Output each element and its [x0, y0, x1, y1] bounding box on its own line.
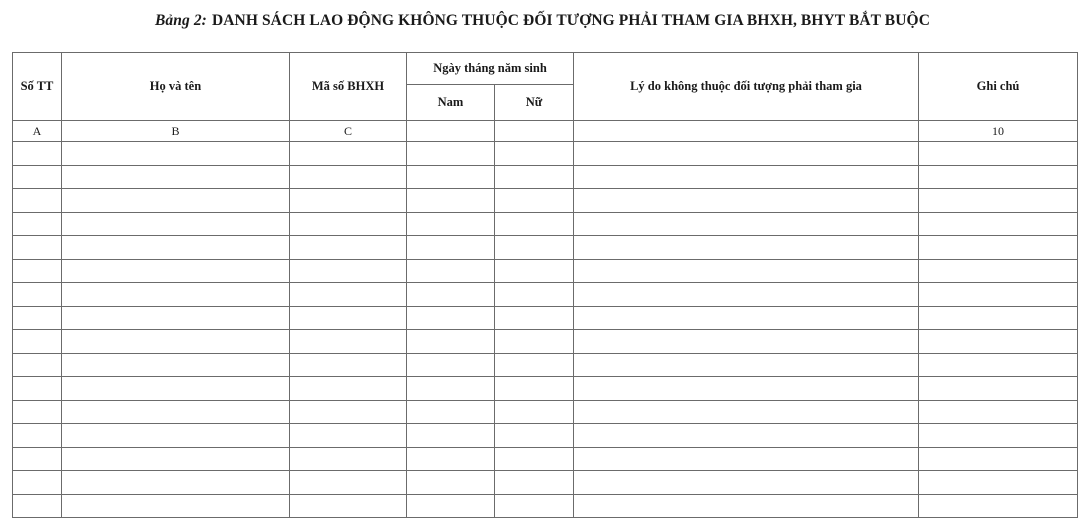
table-cell — [919, 189, 1078, 213]
table-cell — [495, 424, 574, 448]
header-name: Họ và tên — [62, 53, 290, 121]
table-cell — [407, 212, 495, 236]
table-cell — [574, 212, 919, 236]
table-cell — [407, 142, 495, 166]
table-cell — [574, 447, 919, 471]
header-reason: Lý do không thuộc đối tượng phải tham gia — [574, 53, 919, 121]
table-title — [0, 12, 1085, 30]
table-row — [13, 424, 1078, 448]
table-cell — [407, 471, 495, 495]
table-cell — [62, 212, 290, 236]
table-cell — [407, 494, 495, 518]
table-cell — [13, 212, 62, 236]
table-cell — [574, 377, 919, 401]
table-cell — [13, 377, 62, 401]
table-cell — [495, 400, 574, 424]
table-cell — [574, 330, 919, 354]
header-date-of-birth: Ngày tháng năm sinh — [407, 53, 574, 85]
table-row — [13, 142, 1078, 166]
table-cell — [407, 447, 495, 471]
table-cell — [574, 259, 919, 283]
code-cell: B — [62, 121, 290, 142]
table-cell — [495, 306, 574, 330]
table-cell — [919, 494, 1078, 518]
table-cell — [62, 353, 290, 377]
table-row — [13, 377, 1078, 401]
table-cell — [919, 306, 1078, 330]
header-stt: Số TT — [13, 53, 62, 121]
table-row — [13, 283, 1078, 307]
table-cell — [407, 306, 495, 330]
table-cell — [13, 330, 62, 354]
table-cell — [495, 189, 574, 213]
table-cell — [62, 306, 290, 330]
table-cell — [290, 165, 407, 189]
table-cell — [13, 494, 62, 518]
table-cell — [919, 353, 1078, 377]
code-cell — [407, 121, 495, 142]
table-cell — [495, 494, 574, 518]
table-row — [13, 330, 1078, 354]
table-cell — [495, 353, 574, 377]
table-cell — [13, 283, 62, 307]
table-cell — [13, 189, 62, 213]
table-cell — [13, 353, 62, 377]
table-cell — [407, 400, 495, 424]
table-cell — [62, 494, 290, 518]
table-cell — [574, 471, 919, 495]
table-cell — [495, 330, 574, 354]
table-cell — [407, 189, 495, 213]
table-cell — [574, 189, 919, 213]
table-cell — [13, 236, 62, 260]
table-cell — [574, 494, 919, 518]
table-cell — [919, 471, 1078, 495]
code-cell — [574, 121, 919, 142]
table-cell — [290, 306, 407, 330]
table-cell — [407, 353, 495, 377]
table-cell — [407, 330, 495, 354]
table-cell — [495, 447, 574, 471]
employee-list-table — [12, 52, 1078, 518]
table-cell — [290, 236, 407, 260]
table-cell — [290, 400, 407, 424]
table-cell — [919, 400, 1078, 424]
table-cell — [919, 259, 1078, 283]
table-cell — [13, 424, 62, 448]
table-cell — [62, 377, 290, 401]
table-cell — [62, 447, 290, 471]
table-cell — [13, 400, 62, 424]
code-cell: 10 — [919, 121, 1078, 142]
table-cell — [407, 236, 495, 260]
table-cell — [407, 377, 495, 401]
table-cell — [919, 142, 1078, 166]
table-cell — [62, 330, 290, 354]
table-cell — [13, 259, 62, 283]
table-cell — [574, 165, 919, 189]
table-cell — [495, 236, 574, 260]
code-cell — [495, 121, 574, 142]
table-cell — [62, 189, 290, 213]
table-cell — [495, 471, 574, 495]
table-cell — [290, 424, 407, 448]
table-row — [13, 494, 1078, 518]
table-title-text: DANH SÁCH LAO ĐỘNG KHÔNG THUỘC ĐỐI TƯỢNG PHẢI THAM GIA BHXH, BHYT BẮT BUỘC — [211, 12, 930, 29]
table-cell — [62, 283, 290, 307]
table-cell — [919, 424, 1078, 448]
table-cell — [407, 424, 495, 448]
table-cell — [13, 165, 62, 189]
table-cell — [919, 212, 1078, 236]
header-male: Nam — [407, 85, 495, 121]
table-row — [13, 259, 1078, 283]
table-cell — [62, 471, 290, 495]
table-cell — [495, 165, 574, 189]
table-row — [13, 353, 1078, 377]
table-row — [13, 189, 1078, 213]
table-cell — [574, 142, 919, 166]
table-cell — [13, 306, 62, 330]
table-row — [13, 306, 1078, 330]
table-cell — [495, 142, 574, 166]
table-cell — [290, 189, 407, 213]
header-bhxh-code: Mã số BHXH — [290, 53, 407, 121]
header-row — [13, 53, 1078, 85]
table-cell — [495, 259, 574, 283]
table-cell — [62, 259, 290, 283]
table-cell — [290, 471, 407, 495]
table-row — [13, 400, 1078, 424]
table-cell — [62, 165, 290, 189]
table-cell — [62, 142, 290, 166]
table-row — [13, 236, 1078, 260]
header-female: Nữ — [495, 85, 574, 121]
code-cell: C — [290, 121, 407, 142]
table-cell — [290, 494, 407, 518]
table-cell — [407, 165, 495, 189]
table-cell — [62, 400, 290, 424]
table-cell — [290, 283, 407, 307]
table-row — [13, 165, 1078, 189]
table-cell — [407, 259, 495, 283]
table-cell — [919, 377, 1078, 401]
table-cell — [574, 236, 919, 260]
table-cell — [574, 306, 919, 330]
table-row — [13, 212, 1078, 236]
table-row — [13, 471, 1078, 495]
table-cell — [290, 353, 407, 377]
table-cell — [919, 447, 1078, 471]
table-cell — [495, 377, 574, 401]
table-row — [13, 447, 1078, 471]
table-cell — [407, 283, 495, 307]
table-cell — [919, 165, 1078, 189]
table-cell — [62, 236, 290, 260]
table-cell — [290, 447, 407, 471]
table-cell — [574, 353, 919, 377]
table-cell — [919, 283, 1078, 307]
table-cell — [574, 283, 919, 307]
table-cell — [495, 283, 574, 307]
table-cell — [290, 377, 407, 401]
table-cell — [574, 424, 919, 448]
table-cell — [13, 471, 62, 495]
table-cell — [290, 330, 407, 354]
table-cell — [290, 212, 407, 236]
header-note: Ghi chú — [919, 53, 1078, 121]
column-code-row — [13, 121, 1078, 142]
table-cell — [495, 212, 574, 236]
code-cell: A — [13, 121, 62, 142]
table-cell — [13, 447, 62, 471]
table-cell — [62, 424, 290, 448]
table-cell — [13, 142, 62, 166]
table-cell — [919, 330, 1078, 354]
table-cell — [574, 400, 919, 424]
table-cell — [290, 259, 407, 283]
table-number: Bảng 2: — [154, 12, 207, 29]
table-cell — [919, 236, 1078, 260]
table-cell — [290, 142, 407, 166]
